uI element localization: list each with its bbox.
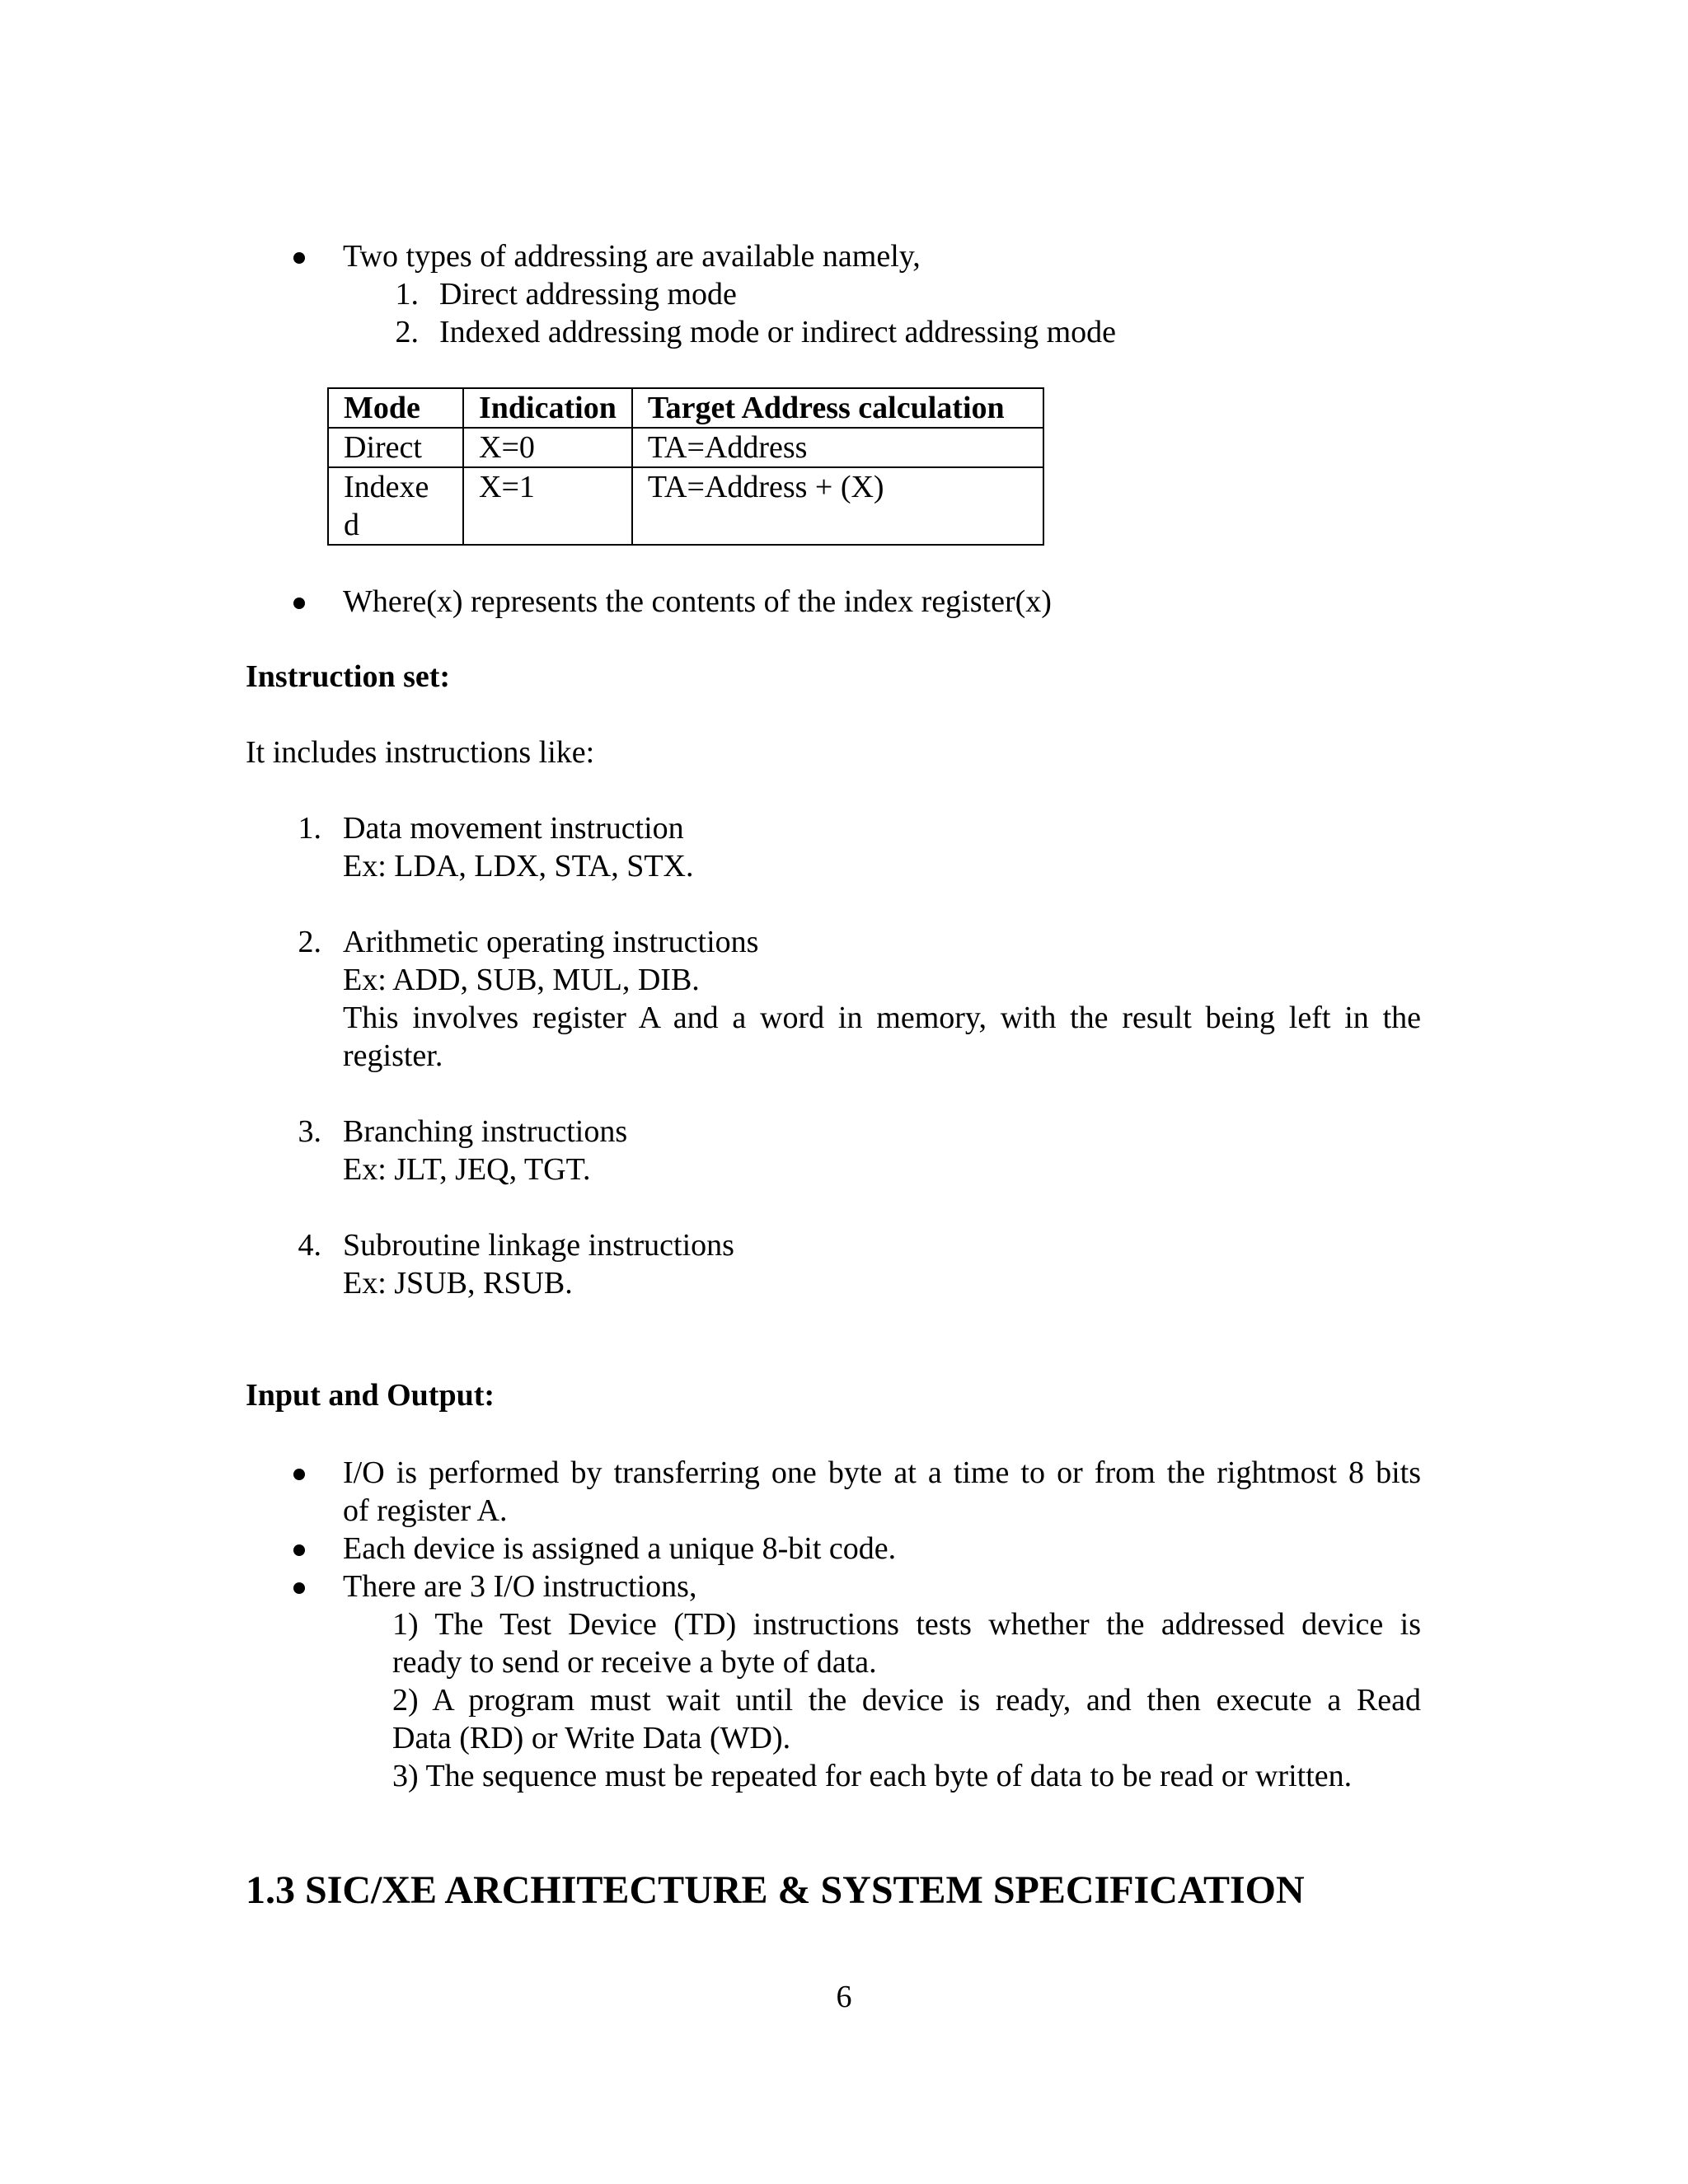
instruction-item-number: 4. (298, 1228, 321, 1263)
addressing-intro: Two types of addressing are available namely, (343, 239, 921, 274)
io-sub-item: Data (RD) or Write Data (WD). (392, 1721, 791, 1755)
bullet (293, 1582, 305, 1594)
io-sub-item: 3) The sequence must be repeated for each byte of data to be read or written. (392, 1759, 1353, 1793)
addressing-mode-number: 2. (395, 315, 419, 349)
instruction-item-description: register. (343, 1038, 443, 1073)
table-header-cell: Target Address calculation (632, 388, 1043, 428)
instruction-item-number: 2. (298, 925, 321, 959)
bullet (293, 1469, 305, 1480)
bullet (293, 1544, 305, 1556)
instruction-set-heading: Instruction set: (246, 659, 451, 694)
io-bullet-text: Each device is assigned a unique 8-bit code. (343, 1531, 897, 1566)
table-cell: TA=Address (632, 428, 1043, 467)
instruction-item-example: Ex: JSUB, RSUB. (343, 1266, 573, 1301)
io-sub-item: ready to send or receive a byte of data. (392, 1645, 877, 1680)
addressing-modes-table (327, 387, 1044, 546)
instruction-item-title: Data movement instruction (343, 811, 684, 846)
table-header-cell: Mode (328, 388, 463, 428)
bullet (293, 598, 305, 609)
table-cell: Indexe d (328, 467, 463, 545)
table-header-row (328, 388, 1043, 428)
io-sub-item: 2) A program must wait until the device is ready, and then execute a Read (392, 1683, 1421, 1718)
table-cell: TA=Address + (X) (632, 467, 1043, 545)
bullet (293, 252, 305, 264)
table-header-cell: Indication (463, 388, 632, 428)
instruction-item-number: 1. (298, 811, 321, 846)
instruction-item-example: Ex: ADD, SUB, MUL, DIB. (343, 963, 700, 997)
addressing-mode-item: Direct addressing mode (439, 277, 737, 312)
where-note: Where(x) represents the contents of the index register(x) (343, 584, 1052, 619)
addressing-mode-number: 1. (395, 277, 419, 312)
instruction-item-number: 3. (298, 1114, 321, 1149)
section-heading: 1.3 SIC/XE ARCHITECTURE & SYSTEM SPECIFICATION (246, 1868, 1305, 1912)
io-bullet-text: I/O is performed by transferring one byte at a time to or from the rightmost 8 bits (343, 1455, 1421, 1490)
instruction-set-intro: It includes instructions like: (246, 735, 595, 770)
table-cell: Direct (328, 428, 463, 467)
addressing-mode-item: Indexed addressing mode or indirect addressing mode (439, 315, 1116, 349)
io-sub-item: 1) The Test Device (TD) instructions tests whether the addressed device is (392, 1607, 1421, 1642)
table-row (328, 467, 1043, 545)
table-row (328, 428, 1043, 467)
table-cell: X=1 (463, 467, 632, 545)
instruction-item-title: Branching instructions (343, 1114, 628, 1149)
instruction-item-title: Subroutine linkage instructions (343, 1228, 734, 1263)
instruction-item-example: Ex: JLT, JEQ, TGT. (343, 1152, 591, 1187)
page-number: 6 (836, 1980, 852, 2014)
instruction-item-description: This involves register A and a word in memory, with the result being left in the (343, 1001, 1421, 1035)
instruction-item-example: Ex: LDA, LDX, STA, STX. (343, 849, 694, 883)
io-heading: Input and Output: (246, 1378, 495, 1413)
instruction-item-title: Arithmetic operating instructions (343, 925, 759, 959)
io-bullet-text: of register A. (343, 1493, 508, 1528)
io-bullet-text: There are 3 I/O instructions, (343, 1569, 697, 1604)
table-cell: X=0 (463, 428, 632, 467)
